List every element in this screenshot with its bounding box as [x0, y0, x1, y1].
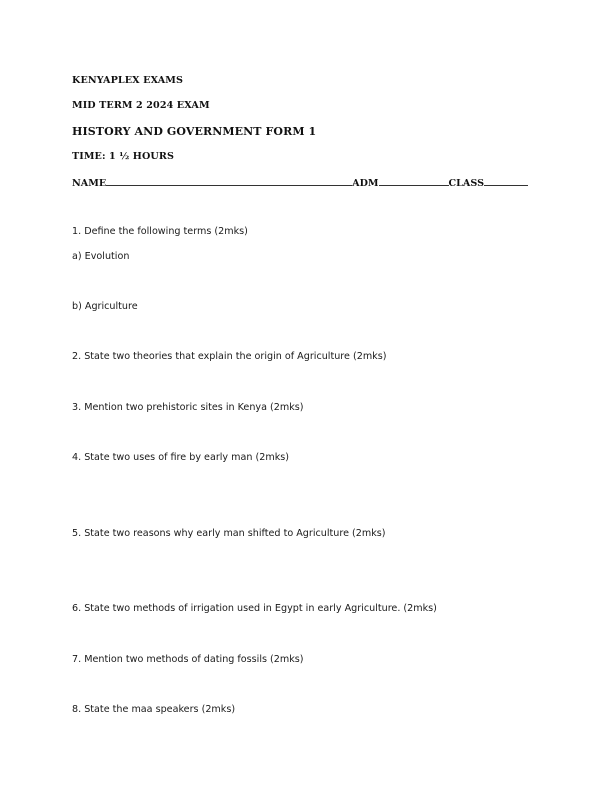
name-field[interactable] [106, 176, 352, 186]
exam-title: MID TERM 2 2024 EXAM [72, 100, 210, 111]
question-3: 3. Mention two prehistoric sites in Kenya (2mks) [72, 402, 304, 413]
name-label: NAME [72, 178, 107, 189]
question-8: 8. State the maa speakers (2mks) [72, 704, 236, 715]
question-1: 1. Define the following terms (2mks) [72, 226, 248, 237]
adm-field[interactable] [379, 176, 449, 186]
org-title: KENYAPLEX EXAMS [72, 75, 184, 86]
question-7: 7. Mention two methods of dating fossils (2mks) [72, 654, 304, 665]
subject-title: HISTORY AND GOVERNMENT FORM 1 [72, 125, 317, 138]
question-6: 6. State two methods of irrigation used in Egypt in early Agriculture. (2mks) [72, 603, 437, 614]
exam-time: TIME: 1 ½ HOURS [72, 151, 174, 162]
class-label: CLASS [448, 178, 485, 189]
question-1a: a) Evolution [72, 251, 130, 262]
class-field[interactable] [484, 176, 528, 186]
question-4: 4. State two uses of fire by early man (2mks) [72, 452, 290, 463]
student-info-line [72, 176, 528, 189]
question-2: 2. State two theories that explain the origin of Agriculture (2mks) [72, 351, 387, 362]
adm-label: ADM [352, 178, 379, 189]
question-5: 5. State two reasons why early man shifted to Agriculture (2mks) [72, 528, 386, 539]
question-1b: b) Agriculture [72, 301, 138, 312]
